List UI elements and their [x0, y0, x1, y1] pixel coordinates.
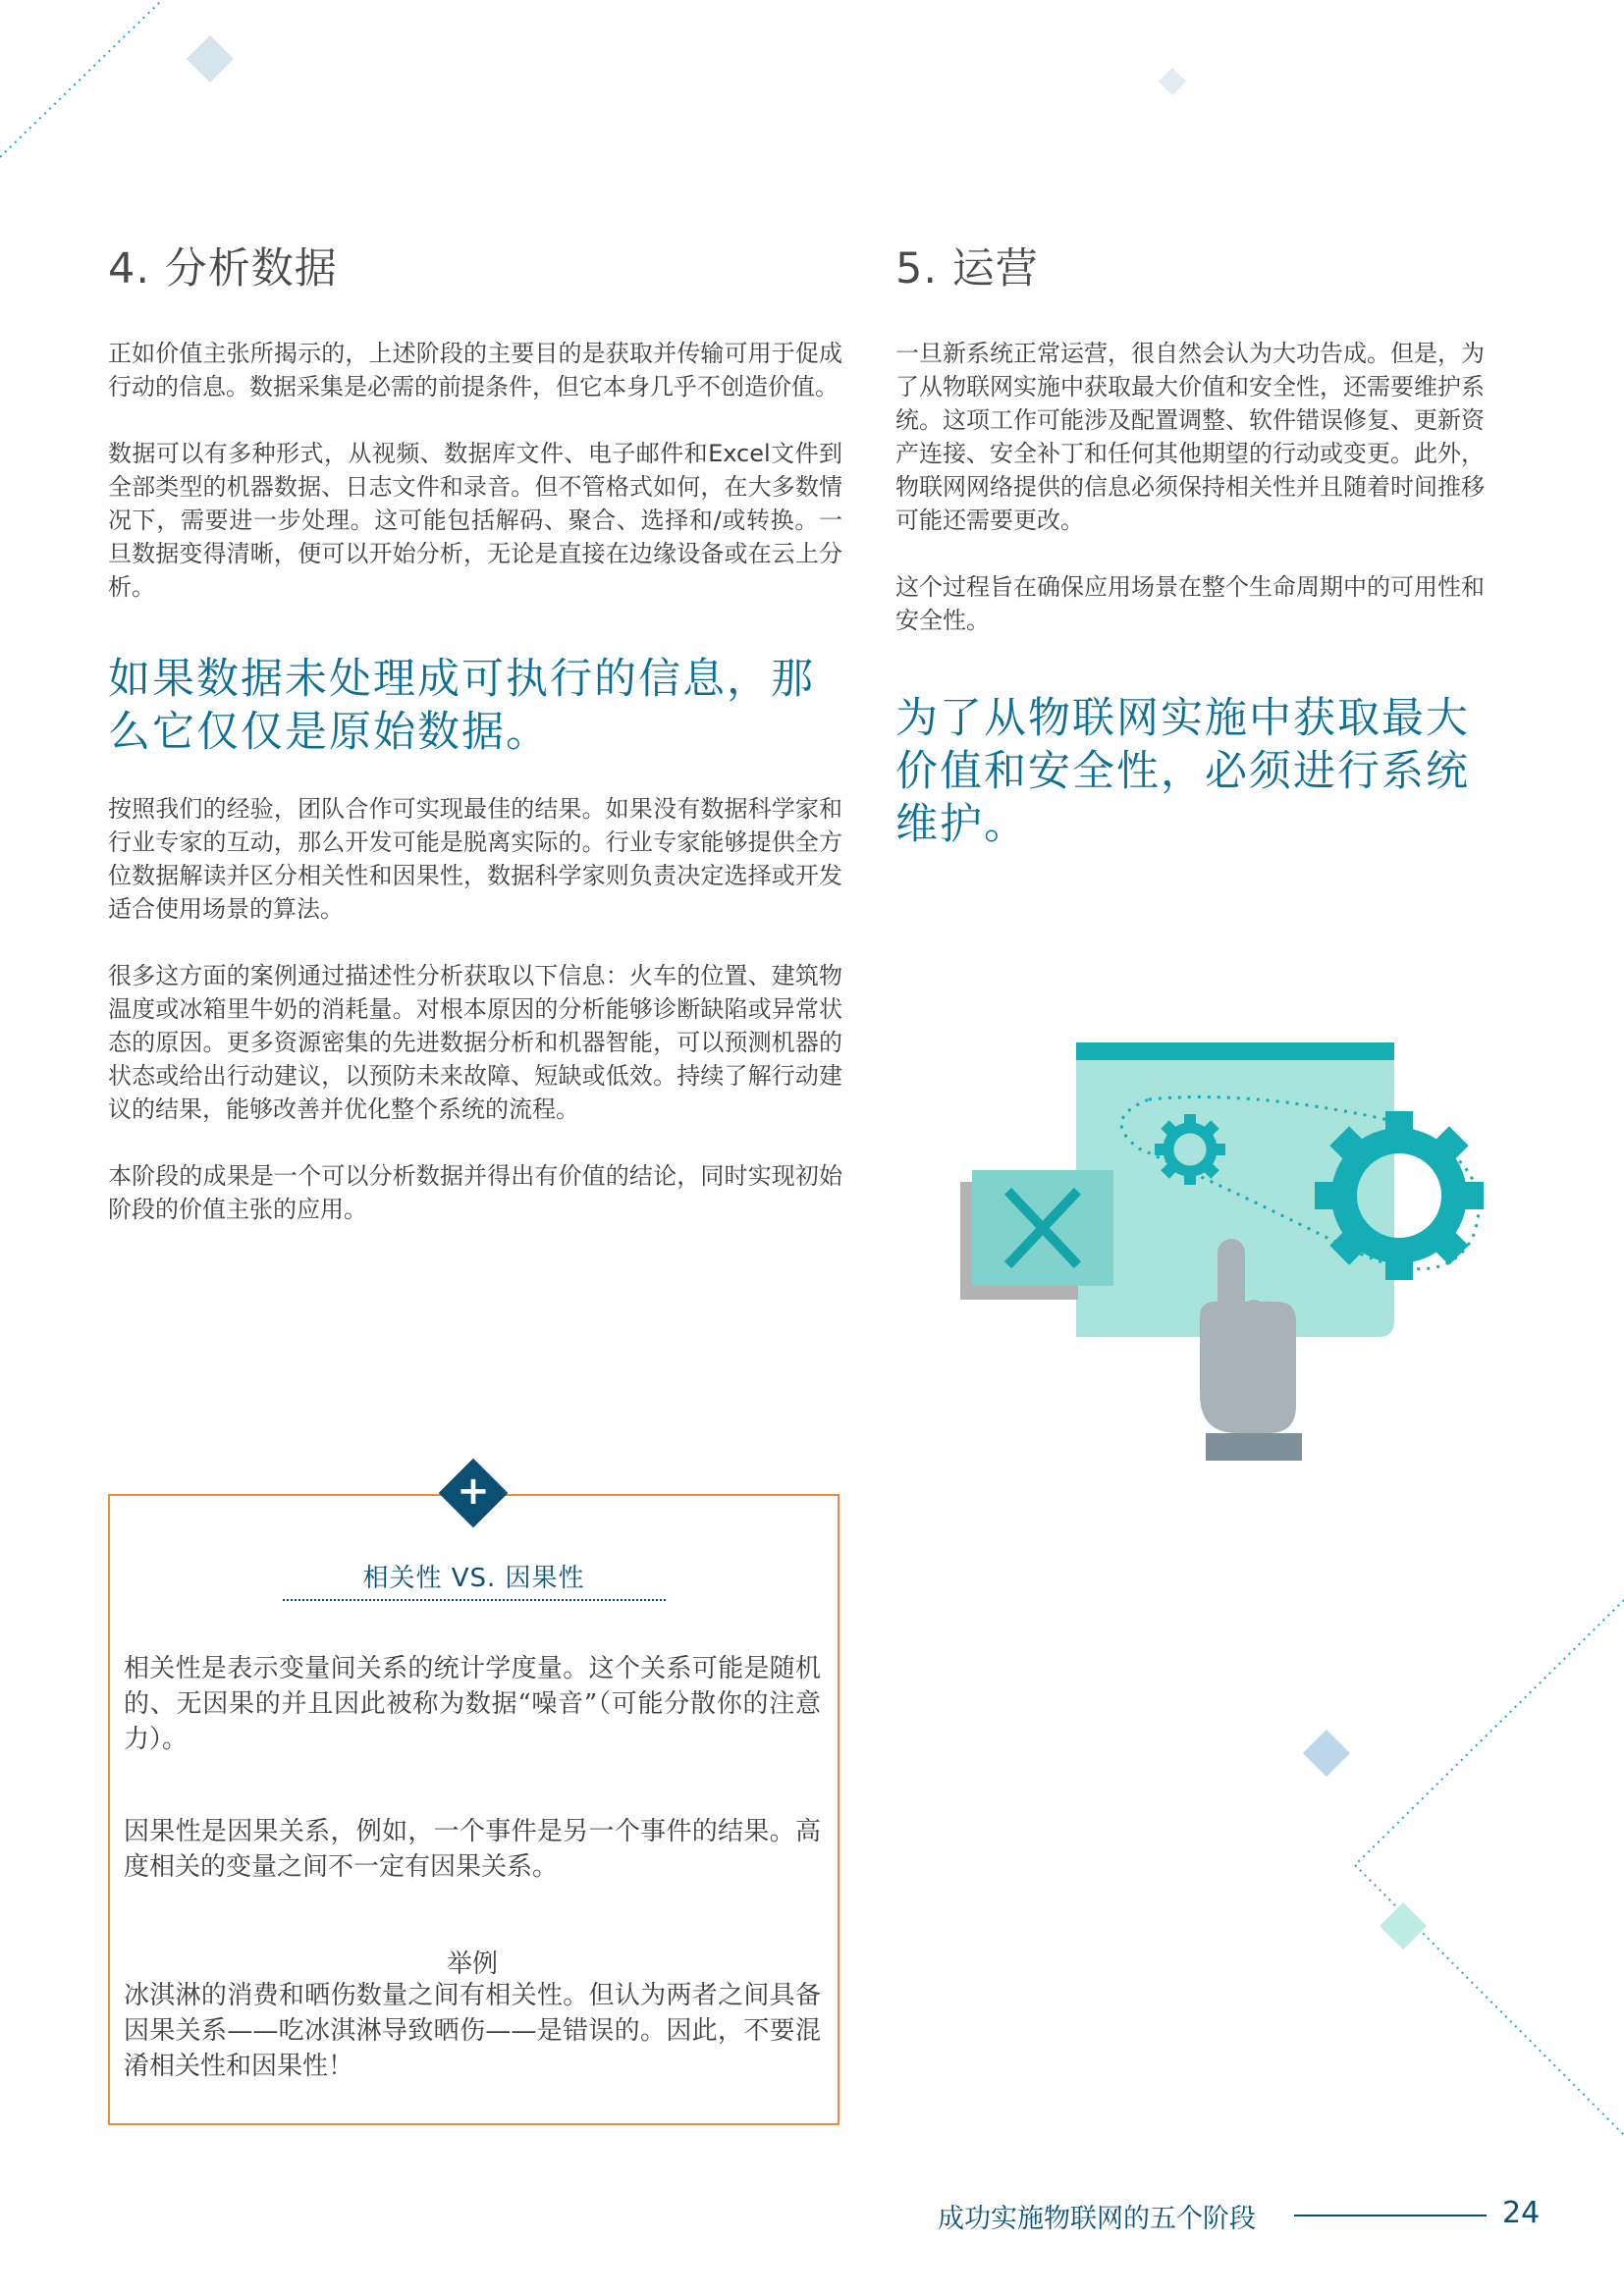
info-box-dotted-rule: [283, 1599, 666, 1601]
decor-diamond-right-1: [1303, 1730, 1350, 1777]
decor-diamond-right-2: [1380, 1902, 1427, 1949]
paragraph: 一旦新系统正常运营，很自然会认为大功告成。但是，为了从物联网实施中获取最大价值和安全性，还需要维护系统。这项工作可能涉及配置调整、软件错误修复、更新资产连接、安全补丁和任何其他期望的行动或变更。此外，物联网网络提供的信息必须保持相关性并且随着时间推移可能还需要更改。: [895, 340, 1485, 534]
info-box-example-label: 举例: [446, 1949, 498, 1979]
window-title-bar: [1076, 1042, 1394, 1060]
plus-badge: [439, 1459, 508, 1527]
paragraph: 很多这方面的案例通过描述性分析获取以下信息：火车的位置、建筑物温度或冰箱里牛奶的消耗量。对根本原因的分析能够诊断缺陷或异常状态的原因。更多资源密集的先进数据分析和机器智能，可以预测机器的状态或给出行动建议，以预防未来故障、短缺或低效。持续了解行动建议的结果，能够改善并优化整个系统的流程。: [108, 962, 842, 1123]
paragraph: 正如价值主张所揭示的，上述阶段的主要目的是获取并传输可用于促成行动的信息。数据采集是必需的前提条件，但它本身几乎不创造价值。: [108, 340, 842, 400]
paragraph: 按照我们的经验，团队合作可实现最佳的结果。如果没有数据科学家和行业专家的互动，那么开发可能是脱离实际的。行业专家能够提供全方位数据解读并区分相关性和因果性，数据科学家则负责决定选择或开发适合使用场景的算法。: [108, 795, 842, 923]
paragraph: 这个过程旨在确保应用场景在整个生命周期中的可用性和安全性。: [895, 573, 1485, 634]
info-box-paragraph: 因果性是因果关系，例如，一个事件是另一个事件的结果。高度相关的变量之间不一定有因果关系。: [124, 1817, 821, 1882]
info-box-title: 相关性 VS. 因果性: [362, 1564, 585, 1593]
paragraph: 数据可以有多种形式，从视频、数据库文件、电子邮件和Excel文件到全部类型的机器数据、日志文件和录音。但不管格式如何，在大多数情况下，需要进一步处理。这可能包括解码、聚合、选择和/或转换。一旦数据变得清晰，便可以开始分析，无论是直接在边缘设备或在云上分析。: [108, 440, 842, 601]
gear-window-hand-illustration: [952, 1021, 1512, 1492]
right-column: [895, 236, 1485, 851]
page-number: 24: [1502, 2196, 1541, 2230]
decor-dotted-line-right-2: [1355, 1865, 1624, 2135]
info-box-paragraph: 相关性是表示变量间关系的统计学度量。这个关系可能是随机的、无因果的并且因此被称为数据“噪音”（可能分散你的注意力）。: [124, 1654, 821, 1754]
footer-rule: [1294, 2215, 1487, 2216]
paragraph: 本阶段的成果是一个可以分析数据并得出有价值的结论，同时实现初始阶段的价值主张的应用。: [108, 1162, 842, 1223]
decor-dotted-line-right-1: [1355, 1600, 1624, 1865]
decor-diamond-top-right: [1159, 68, 1186, 95]
section-heading-analyze: 4. 分析数据: [108, 244, 338, 294]
section-heading-operate: 5. 运营: [895, 244, 1039, 294]
info-box-paragraph: 冰淇淋的消费和晒伤数量之间有相关性。但认为两者之间具备因果关系——吃冰淇淋导致晒伤——是错误的。因此，不要混淆相关性和因果性！: [124, 1981, 821, 2081]
large-gear-icon: [1315, 1111, 1484, 1280]
left-column: [108, 236, 842, 1226]
decor-diamond-top-left: [187, 35, 234, 82]
decor-dotted-line-top: [0, 0, 162, 157]
pull-quote: 为了从物联网实施中获取最大价值和安全性，必须进行系统维护。: [895, 694, 1470, 849]
plus-icon: +: [457, 1468, 490, 1514]
pull-quote: 如果数据未处理成可执行的信息，那么它仅仅是原始数据。: [108, 655, 815, 757]
info-box-correlation-causation: [108, 1494, 839, 2125]
footer-title: 成功实施物联网的五个阶段: [938, 2204, 1256, 2234]
